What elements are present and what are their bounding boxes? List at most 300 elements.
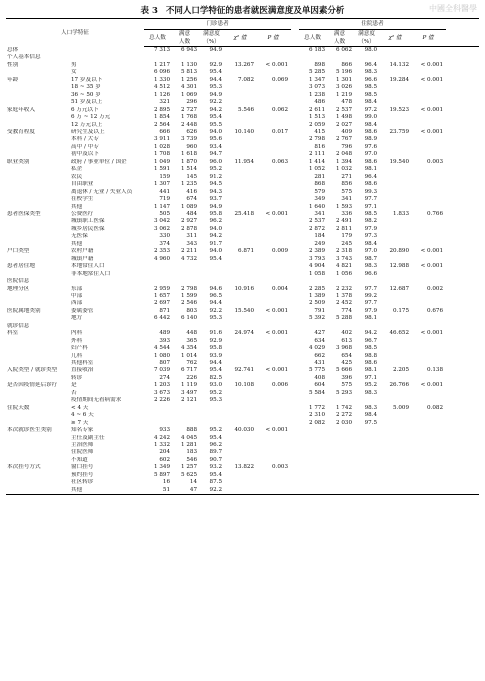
outpatient-chi-cell [225,256,255,263]
inpatient-satisfied-cell [326,487,353,495]
inpatient-p-cell [410,315,446,322]
inpatient-satisfied-cell: 2 537 [336,106,353,113]
inpatient-rate-cell: 98.7 [364,255,378,262]
outpatient-satisfied-cell [171,412,198,419]
spacer-cell [446,62,479,69]
inpatient-total-cell: 6 183 [309,47,326,53]
table-row [6,256,479,263]
outpatient-satisfied-cell: 311 [186,233,198,240]
spacer-cell [291,412,299,419]
inpatient-p-cell: < 0.001 [420,106,444,113]
subcategory-cell: 否 [71,389,77,396]
table-row [6,159,479,166]
outpatient-total-cell: 4 242 [154,434,171,441]
inpatient-rate-cell: 96.6 [364,76,378,83]
outpatient-total-cell: 274 [159,374,171,381]
spacer-cell [446,114,479,121]
subcategory-cell: 主治医师 [71,442,94,449]
table-row [6,62,479,69]
table-row [6,449,479,456]
table-row [6,360,479,367]
inpatient-total-cell: 1 414 [309,158,326,165]
subcategory-cell: 女 [71,69,77,76]
inpatient-rate-cell: 98.8 [364,352,378,359]
table-row [6,367,479,374]
table-row [6,390,479,397]
table-row [6,166,479,173]
inpatient-total-cell: 791 [314,307,326,314]
inpatient-satisfied-cell: 2 811 [336,225,353,232]
inpatient-p-cell [410,99,446,106]
header-outpatient: 门诊患者 [144,19,291,30]
inpatient-satisfied-cell: 402 [341,330,353,337]
outpatient-chi-cell [225,278,255,285]
inpatient-satisfied-cell [326,442,353,449]
spacer-cell [291,211,299,218]
outpatient-p-cell [255,479,291,486]
inpatient-chi-cell [380,479,410,486]
category-cell [6,256,70,263]
outpatient-satisfied-cell: 6 943 [181,47,198,53]
outpatient-rate-cell: 94.4 [209,300,223,307]
outpatient-p-cell [255,54,291,61]
outpatient-total-cell: 321 [159,99,171,106]
outpatient-satisfied-cell: 6 717 [181,367,198,374]
inpatient-chi-cell [380,435,410,442]
outpatient-chi-cell [225,353,255,360]
inpatient-chi-cell [380,92,410,99]
outpatient-total-cell: 3 062 [154,225,171,232]
outpatient-chi-cell: 10.140 [234,128,255,135]
spacer-cell [446,77,479,84]
spacer-cell [291,300,299,307]
outpatient-rate-cell [198,271,225,278]
spacer-cell [446,330,479,337]
inpatient-chi-cell [380,338,410,345]
outpatient-satisfied-cell: 183 [186,449,198,456]
table-row [6,457,479,464]
subcategory-cell: < 4 天 [71,404,89,411]
spacer-cell [291,323,299,330]
inpatient-rate-cell: 98.9 [364,136,378,143]
spacer-cell [446,278,479,285]
inpatient-p-cell [410,84,446,91]
outpatient-rate-cell [198,412,225,419]
inpatient-rate-cell: 98.3 [364,404,378,411]
inpatient-p-cell [410,323,446,330]
outpatient-rate-cell: 94.7 [209,151,223,158]
outpatient-chi-cell: 25.418 [234,210,255,217]
outpatient-satisfied-cell [171,323,198,330]
outpatient-chi-cell [225,122,255,129]
inpatient-satisfied-cell: 2 272 [336,412,353,419]
table-row [6,472,479,479]
spacer-cell [291,435,299,442]
outpatient-satisfied-cell: 2 727 [181,106,198,113]
inpatient-chi-cell [380,457,410,464]
inpatient-chi-cell: 12.687 [389,285,410,292]
inpatient-chi-cell [380,472,410,479]
inpatient-chi-cell [380,144,410,151]
inpatient-rate-cell: 99.2 [364,292,378,299]
outpatient-total-cell: 1 217 [154,61,171,68]
header-satisfied: 满意 人数 [171,30,198,47]
inpatient-total-cell: 2 111 [309,151,326,158]
inpatient-satisfied-cell [326,278,353,285]
outpatient-chi-cell [225,189,255,196]
subcategory-cell: 转诊 [71,374,83,381]
outpatient-p-cell: 0.017 [272,128,289,135]
subcategory-cell: 中部 [71,292,83,299]
spacer-cell [291,99,299,106]
inpatient-chi-cell [380,412,410,419]
outpatient-chi-cell [225,300,255,307]
spacer-cell [291,129,299,136]
table-row [6,338,479,345]
spacer-cell [291,375,299,382]
inpatient-total-cell: 1 238 [309,91,326,98]
spacer-cell [291,293,299,300]
spacer-cell [291,397,299,404]
inpatient-chi-cell [380,315,410,322]
inpatient-rate-cell [353,323,380,330]
inpatient-p-cell: 0.003 [427,158,444,165]
inpatient-chi-cell [380,427,410,434]
category-cell [6,92,70,99]
inpatient-p-cell [410,293,446,300]
spacer-cell [446,174,479,181]
inpatient-satisfied-cell: 6 062 [336,47,353,53]
inpatient-chi-cell [380,278,410,285]
inpatient-chi-cell: 20.890 [389,248,410,255]
watermark: 中國全科醫學 [429,4,477,13]
spacer-cell [446,449,479,456]
outpatient-total-cell: 1 330 [154,76,171,83]
category-cell [6,271,70,278]
outpatient-satisfied-cell: 1 599 [181,292,198,299]
inpatient-satisfied-cell: 478 [341,99,353,106]
inpatient-satisfied-cell [326,457,353,464]
inpatient-rate-cell: 95.2 [364,382,378,389]
outpatient-chi-cell [225,271,255,278]
inpatient-total-cell [299,464,326,471]
outpatient-total-cell: 807 [159,360,171,367]
spacer-cell [446,293,479,300]
outpatient-p-cell [255,323,291,330]
subcategory-cell: 高中 / 中专 [71,143,99,150]
outpatient-satisfied-cell: 4 045 [181,434,198,441]
outpatient-satisfied-cell: 5 813 [181,69,198,76]
outpatient-p-cell [255,256,291,263]
outpatient-satisfied-cell: 1 130 [181,61,198,68]
inpatient-total-cell: 816 [314,143,326,150]
outpatient-rate-cell: 94.0 [209,248,223,255]
inpatient-rate-cell [353,479,380,486]
spacer-cell [291,122,299,129]
outpatient-total-cell [144,323,171,330]
outpatient-satisfied-cell: 448 [186,330,198,337]
category-cell: 地理分区 [7,285,30,292]
inpatient-satisfied-cell: 866 [341,61,353,68]
spacer-cell [291,271,299,278]
category-cell [6,472,70,479]
subcategory-cell: ≥ 7 天 [71,419,89,426]
spacer-cell [446,420,479,427]
spacer-cell [446,442,479,449]
inpatient-satisfied-cell: 2 027 [336,121,353,128]
subcategory-cell: 外科 [71,337,83,344]
inpatient-satisfied-cell: 654 [341,352,353,359]
spacer-cell [446,397,479,404]
spacer-cell [446,405,479,412]
inpatient-satisfied-cell: 4 821 [336,263,353,270]
inpatient-chi-cell: 19.284 [389,76,410,83]
inpatient-p-cell [410,144,446,151]
inpatient-p-cell [410,338,446,345]
subcategory-cell: 6 万元以下 [71,106,99,113]
inpatient-rate-cell: 97.1 [364,203,378,210]
header-characteristic: 人口学特征 [6,19,144,47]
spacer-cell [446,136,479,143]
inpatient-chi-cell [380,420,410,427]
outpatient-total-cell: 602 [159,456,171,463]
header-chi: χ² 值 [380,30,410,47]
subcategory-cell [70,278,144,285]
inpatient-rate-cell: 98.1 [364,367,378,374]
outpatient-rate-cell: 95.2 [209,389,223,396]
inpatient-chi-cell: 14.132 [389,61,410,68]
inpatient-chi-cell [380,397,410,404]
spacer-cell [291,151,299,158]
category-cell: 年龄 [7,76,19,83]
subcategory-cell: 本科 / 大专 [71,136,99,143]
outpatient-satisfied-cell: 2 546 [181,300,198,307]
spacer-cell [446,472,479,479]
inpatient-p-cell [410,166,446,173]
outpatient-p-cell [255,360,291,367]
outpatient-p-cell: < 0.001 [265,427,289,434]
outpatient-rate-cell: 96.5 [209,292,223,299]
table-row [6,204,479,211]
inpatient-p-cell: < 0.001 [420,330,444,337]
inpatient-p-cell: 0.766 [427,210,444,217]
inpatient-p-cell: < 0.001 [420,263,444,270]
inpatient-total-cell: 4 029 [309,345,326,352]
category-cell [6,181,70,188]
subcategory-cell: 男 [71,61,77,68]
table-row [6,330,479,337]
outpatient-rate-cell: 94.4 [209,76,223,83]
outpatient-total-cell: 5 897 [154,471,171,478]
outpatient-chi-cell [225,144,255,151]
category-cell [6,360,70,367]
inpatient-satisfied-cell: 3 743 [336,255,353,262]
inpatient-p-cell [410,487,446,495]
table-row [6,435,479,442]
category-cell [6,218,70,225]
inpatient-rate-cell: 97.0 [364,248,378,255]
category-cell [6,151,70,158]
inpatient-rate-cell [353,472,380,479]
spacer-cell [446,107,479,114]
spacer-cell [291,248,299,255]
outpatient-chi-cell: 10.108 [234,382,255,389]
spacer-cell [291,54,299,61]
outpatient-rate-cell: 95.8 [209,345,223,352]
spacer-cell [446,263,479,270]
outpatient-chi-cell: 10.916 [234,285,255,292]
spacer-cell [446,129,479,136]
outpatient-rate-cell: 95.3 [209,84,223,91]
spacer-cell [446,435,479,442]
inpatient-total-cell [299,449,326,456]
category-cell: 本次挂号方式 [7,464,41,471]
inpatient-total-cell [299,323,326,330]
outpatient-total-cell: 374 [159,240,171,247]
outpatient-total-cell: 1 854 [154,114,171,121]
inpatient-chi-cell: 0.175 [393,307,410,314]
outpatient-satisfied-cell [171,278,198,285]
inpatient-satisfied-cell: 396 [341,374,353,381]
inpatient-chi-cell [380,323,410,330]
outpatient-satisfied-cell: 1 119 [181,382,198,389]
outpatient-total-cell [144,412,171,419]
outpatient-satisfied-cell [171,263,198,270]
subcategory-cell: 非本地常住人口 [71,270,111,277]
inpatient-chi-cell [380,204,410,211]
spacer-cell [291,360,299,367]
outpatient-p-cell: 0.063 [272,158,289,165]
outpatient-satisfied-cell: 2 878 [181,225,198,232]
inpatient-total-cell: 1 052 [309,166,326,173]
inpatient-chi-cell: 5.009 [393,404,410,411]
outpatient-p-cell [255,151,291,158]
outpatient-total-cell: 16 [162,479,171,486]
outpatient-rate-cell [198,420,225,427]
inpatient-total-cell: 5 775 [309,367,326,374]
table-row [6,226,479,233]
inpatient-p-cell [410,360,446,367]
inpatient-total-cell: 604 [314,382,326,389]
table-row [6,323,479,330]
inpatient-rate-cell: 99.3 [364,188,378,195]
subcategory-cell: 社区转诊 [71,479,94,486]
inpatient-total-cell: 5 584 [309,389,326,396]
inpatient-total-cell: 634 [314,337,326,344]
inpatient-total-cell [299,54,326,61]
inpatient-p-cell: < 0.001 [420,382,444,389]
outpatient-p-cell [255,487,291,495]
outpatient-chi-cell [225,218,255,225]
outpatient-rate-cell: 91.7 [209,240,223,247]
inpatient-rate-cell [353,457,380,464]
outpatient-rate-cell: 95.4 [209,434,223,441]
inpatient-p-cell [410,479,446,486]
table-row [6,107,479,114]
inpatient-total-cell [299,479,326,486]
outpatient-satisfied-cell: 226 [186,374,198,381]
spacer-cell [446,84,479,91]
category-cell: 总体 [7,46,19,53]
spacer-cell [291,189,299,196]
outpatient-total-cell: 441 [159,188,171,195]
spacer-cell [291,226,299,233]
inpatient-total-cell: 2 389 [309,248,326,255]
outpatient-total-cell: 4 512 [154,84,171,91]
subcategory-cell: 内科 [71,330,83,337]
spacer-cell [446,382,479,389]
inpatient-total-cell: 1 772 [309,404,326,411]
spacer-cell [291,256,299,263]
outpatient-rate-cell: 93.4 [209,143,223,150]
category-cell [6,420,70,427]
spacer-cell [291,47,299,55]
subcategory-cell: 城乡居民医保 [71,225,105,232]
outpatient-satisfied-cell: 762 [186,360,198,367]
outpatient-p-cell [255,472,291,479]
outpatient-chi-cell [225,323,255,330]
outpatient-total-cell: 4 960 [154,255,171,262]
outpatient-rate-cell: 95.4 [209,114,223,121]
spacer-cell [446,196,479,203]
category-cell [6,435,70,442]
outpatient-satisfied-cell: 6 140 [181,315,198,322]
inpatient-chi-cell [380,181,410,188]
table-row [6,218,479,225]
outpatient-p-cell [255,181,291,188]
outpatient-chi-cell [225,226,255,233]
outpatient-total-cell: 1 307 [154,181,171,188]
outpatient-chi-cell: 13.267 [234,61,255,68]
spacer-cell [291,278,299,285]
subcategory-cell: 政府 / 事业单位 / 国企 [71,158,127,165]
outpatient-p-cell [255,69,291,76]
spacer-cell [446,241,479,248]
category-cell: 是否因疫情延后诊疗 [7,382,58,389]
outpatient-satisfied-cell: 1 235 [181,181,198,188]
outpatient-total-cell: 933 [159,427,171,434]
outpatient-p-cell: 0.069 [272,76,289,83]
inpatient-p-cell [410,300,446,307]
inpatient-p-cell [410,345,446,352]
inpatient-chi-cell [380,300,410,307]
subcategory-cell: 直接收治 [71,367,94,374]
subcategory-cell: 在校学生 [71,196,94,203]
outpatient-p-cell [255,263,291,270]
spacer-cell [446,315,479,322]
outpatient-rate-cell: 93.9 [209,352,223,359]
inpatient-satisfied-cell: 1 032 [336,166,353,173]
outpatient-total-cell: 1 203 [154,382,171,389]
outpatient-total-cell: 1 708 [154,151,171,158]
category-cell: 医院属地类别 [7,307,41,314]
subcategory-cell: 是 [71,382,77,389]
inpatient-rate-cell: 99.0 [364,114,378,121]
inpatient-total-cell: 486 [314,99,326,106]
outpatient-rate-cell: 94.9 [209,91,223,98]
outpatient-chi-cell [225,241,255,248]
inpatient-rate-cell: 98.6 [364,360,378,367]
outpatient-rate-cell: 94.4 [209,360,223,367]
inpatient-chi-cell: 19.540 [389,158,410,165]
inpatient-satisfied-cell: 575 [341,188,353,195]
inpatient-rate-cell: 98.3 [364,389,378,396]
outpatient-total-cell: 3 042 [154,218,171,225]
inpatient-p-cell [410,271,446,278]
outpatient-rate-cell: 94.9 [209,203,223,210]
inpatient-chi-cell [380,218,410,225]
inpatient-p-cell [410,442,446,449]
